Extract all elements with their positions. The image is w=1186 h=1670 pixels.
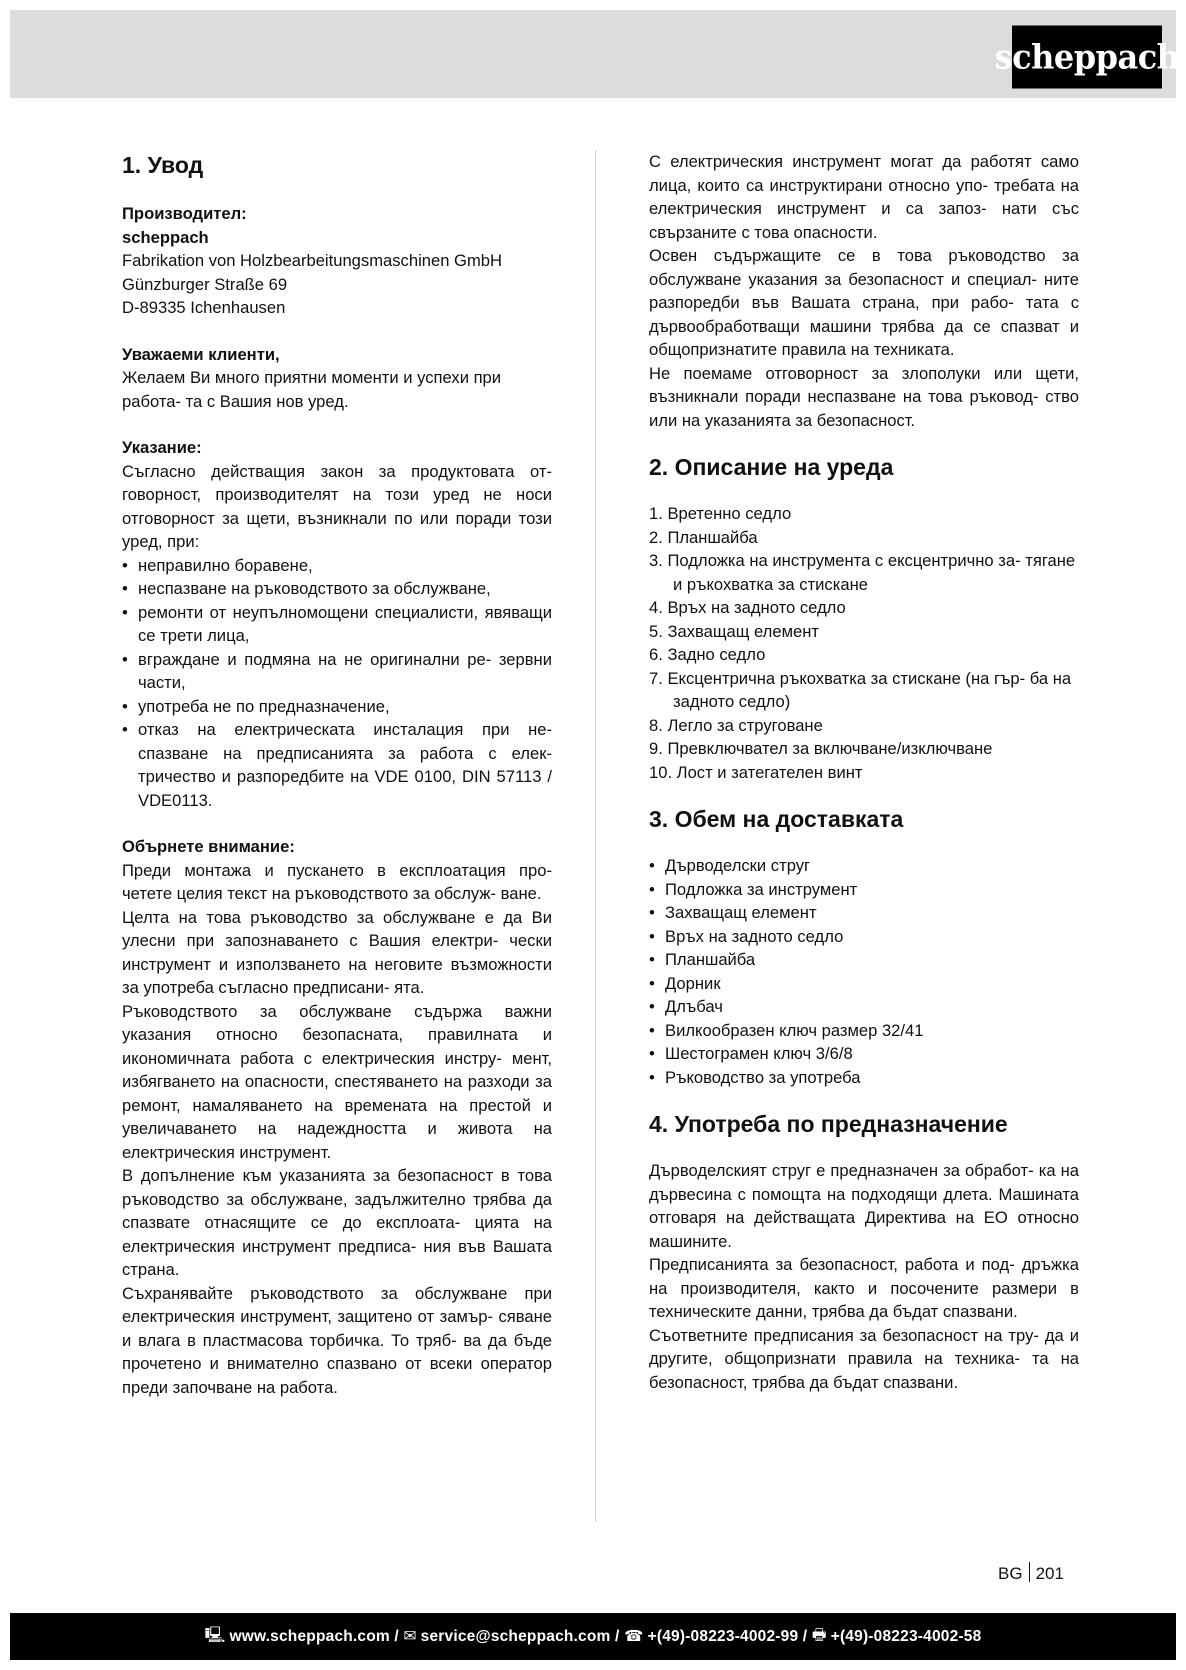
section-1-title: 1. Увод xyxy=(122,152,204,178)
paragraph: Целта на това ръководство за обслужване е да Ви улесни при запознаването с Вашия електри- чески инструмент и използването на неговите възможности за употреба съгласно предписани- ята. xyxy=(122,907,552,997)
footer-phone: +(49)-08223-4002-99 / xyxy=(647,1627,808,1645)
page-number xyxy=(998,1562,1064,1584)
paragraph: Преди монтажа и пускането в експлоатация про- четете целия текст на ръководството за обслуж- ване. xyxy=(122,860,552,903)
list-item: 4. Връх на задното седло xyxy=(649,598,846,617)
list-item: • неправилно боравене, xyxy=(122,554,552,578)
list-item: • Длъбач xyxy=(649,995,1079,1019)
language-code: BG xyxy=(998,1564,1023,1583)
computer-icon: 🖳 xyxy=(204,1627,226,1644)
paragraph: Съответните предписания за безопасност на тру- да и другите, общопризнати правила на техника- та на безопасност, трябва да бъдат спазвани. xyxy=(649,1325,1079,1392)
paragraph: В допълнение към указанията за безопасност в това ръководство за обслужване, задължително трябва да спазвате отнасящите се до експлоата- цията на електрическия инструмент предписа- ния във Вашата страна. xyxy=(122,1166,552,1279)
mail-icon: ✉ xyxy=(403,1628,417,1645)
list-item: • Ръководство за употреба xyxy=(649,1066,1079,1090)
list-item: • Подложка за инструмент xyxy=(649,878,1079,902)
paragraph: Не поемаме отговорност за злополуки или щети, възникнали поради неспазване на това ръковод- ство или на указанията за безопасност. xyxy=(649,363,1079,430)
list-item: • Връх на задното седло xyxy=(649,925,1079,949)
list-item: 7. Ексцентрична ръкохватка за стискане (на гър- ба на задното седло) xyxy=(649,668,1072,711)
left-column xyxy=(122,150,552,1399)
scheppach-logo: scheppach xyxy=(1012,26,1162,89)
address-line-2: Günzburger Straße 69 xyxy=(122,274,288,294)
list-item: 8. Легло за струговане xyxy=(649,715,823,735)
list-item: • употреба не по предназначение, xyxy=(122,695,552,719)
dear-customers-text: Желаем Ви много приятни моменти и успехи при работа- та с Вашия нов уред. xyxy=(122,368,502,411)
phone-icon: ☎ xyxy=(624,1628,644,1645)
column-divider xyxy=(595,150,596,1522)
section-3-title: 3. Обем на доставката xyxy=(649,806,904,832)
list-item: • Дорник xyxy=(649,972,1079,996)
paragraph: Ръководството за обслужване съдържа важни указания относно безопасната, правилната и икономичната работа с електрическия инстру- мент, избягването на опасности, спестяването на разходи за ремонт, намаляването на времената на престой и увеличаването на надеждността и живота на електрическия инструмент. xyxy=(122,1001,552,1162)
fax-icon: 🖶 xyxy=(811,1627,827,1644)
section-4-title: 4. Употреба по предназначение xyxy=(649,1111,1008,1137)
paragraph: С електрическия инструмент могат да работят само лица, които са инструктирани относно упо- требата на електрическия инструмент и са запоз- нати със свързаните с това опасности. xyxy=(649,152,1079,242)
footer-website[interactable]: www.scheppach.com / xyxy=(229,1627,399,1645)
address-line-1: Fabrikation von Holzbearbeitungsmaschinen GmbH xyxy=(122,251,503,270)
device-parts-list xyxy=(649,502,1079,784)
page-number-value: 201 xyxy=(1035,1564,1064,1583)
list-item: • отказ на електрическата инсталация при не- спазване на предписанията за работа с елек- тричество и разпоредбите на VDE 0100, DIN 57113 / VDE0113. xyxy=(122,718,552,812)
list-item: • ремонти от неупълномощени специалисти, явяващи се трети лица, xyxy=(122,601,552,648)
attention-label: Обърнете внимание: xyxy=(122,837,295,856)
footer-band xyxy=(10,1613,1176,1660)
list-item: • Захващащ елемент xyxy=(649,901,1079,925)
list-item: 3. Подложка на инструмента с ексцентрично за- тягане и ръкохватка за стискане xyxy=(649,551,1076,594)
note-text: Съгласно действащия закон за продуктовата от- говорност, производителят на този уред не носи отговорност за щети, възникнали по или поради този уред, при: xyxy=(122,461,552,551)
list-item: 2. Планшайба xyxy=(649,527,758,547)
footer-fax: +(49)-08223-4002-58 xyxy=(830,1627,982,1645)
list-item: 1. Вретенно седло xyxy=(649,504,792,523)
list-item: • Дърводелски струг xyxy=(649,854,1079,878)
paragraph: Предписанията за безопасност, работа и под- дръжка на производителя, както и посочените размери в техническите данни, трябва да бъдат спазвани. xyxy=(649,1255,1079,1321)
right-column xyxy=(649,150,1079,1394)
liability-list xyxy=(122,554,552,813)
delivery-scope-list xyxy=(649,854,1079,1089)
list-item: • Планшайба xyxy=(649,948,1079,972)
manufacturer-label: Производител: xyxy=(122,204,247,223)
section-2-title: 2. Описание на уреда xyxy=(649,454,894,480)
list-item: • вграждане и подмяна на не оригинални ре- зервни части, xyxy=(122,648,552,695)
paragraph: Съхранявайте ръководството за обслужване при електрическия инструмент, защитено от замър- сяване и влага в пластмасова торбичка. То тряб- ва да бъде прочетено и внимателно спазвано от всеки оператор преди започване на работа. xyxy=(122,1283,552,1397)
list-item: 5. Захващащ елемент xyxy=(649,621,819,641)
address-line-3: D-89335 Ichenhausen xyxy=(122,298,286,317)
note-label: Указание: xyxy=(122,438,202,457)
list-item: • Вилкообразен ключ размер 32/41 xyxy=(649,1019,1079,1043)
dear-customers-label: Уважаеми клиенти, xyxy=(122,344,280,364)
footer-email[interactable]: service@scheppach.com / xyxy=(420,1627,620,1645)
header-band xyxy=(10,10,1180,98)
list-item: 10. Лост и затегателен винт xyxy=(649,762,863,782)
list-item: 9. Превключвател за включване/изключване xyxy=(649,739,993,758)
list-item: • Шестограмен ключ 3/6/8 xyxy=(649,1042,1079,1066)
manufacturer-name: scheppach xyxy=(122,227,209,247)
list-item: • неспазване на ръководството за обслужване, xyxy=(122,577,552,601)
list-item: 6. Задно седло xyxy=(649,645,766,664)
paragraph: Дърводелският струг е предназначен за обработ- ка на дървесина с помощта на подходящи длета. Машината отговаря на действащата Директива на ЕО относно машините. xyxy=(649,1161,1079,1251)
paragraph: Освен съдържащите се в това ръководство за обслужване указания за безопасност и специал- ните разпоредби във Вашата страна, при рабо- тата с дървообработващи машини трябва да се спазват и общопризнатите правила на техниката. xyxy=(649,246,1079,359)
